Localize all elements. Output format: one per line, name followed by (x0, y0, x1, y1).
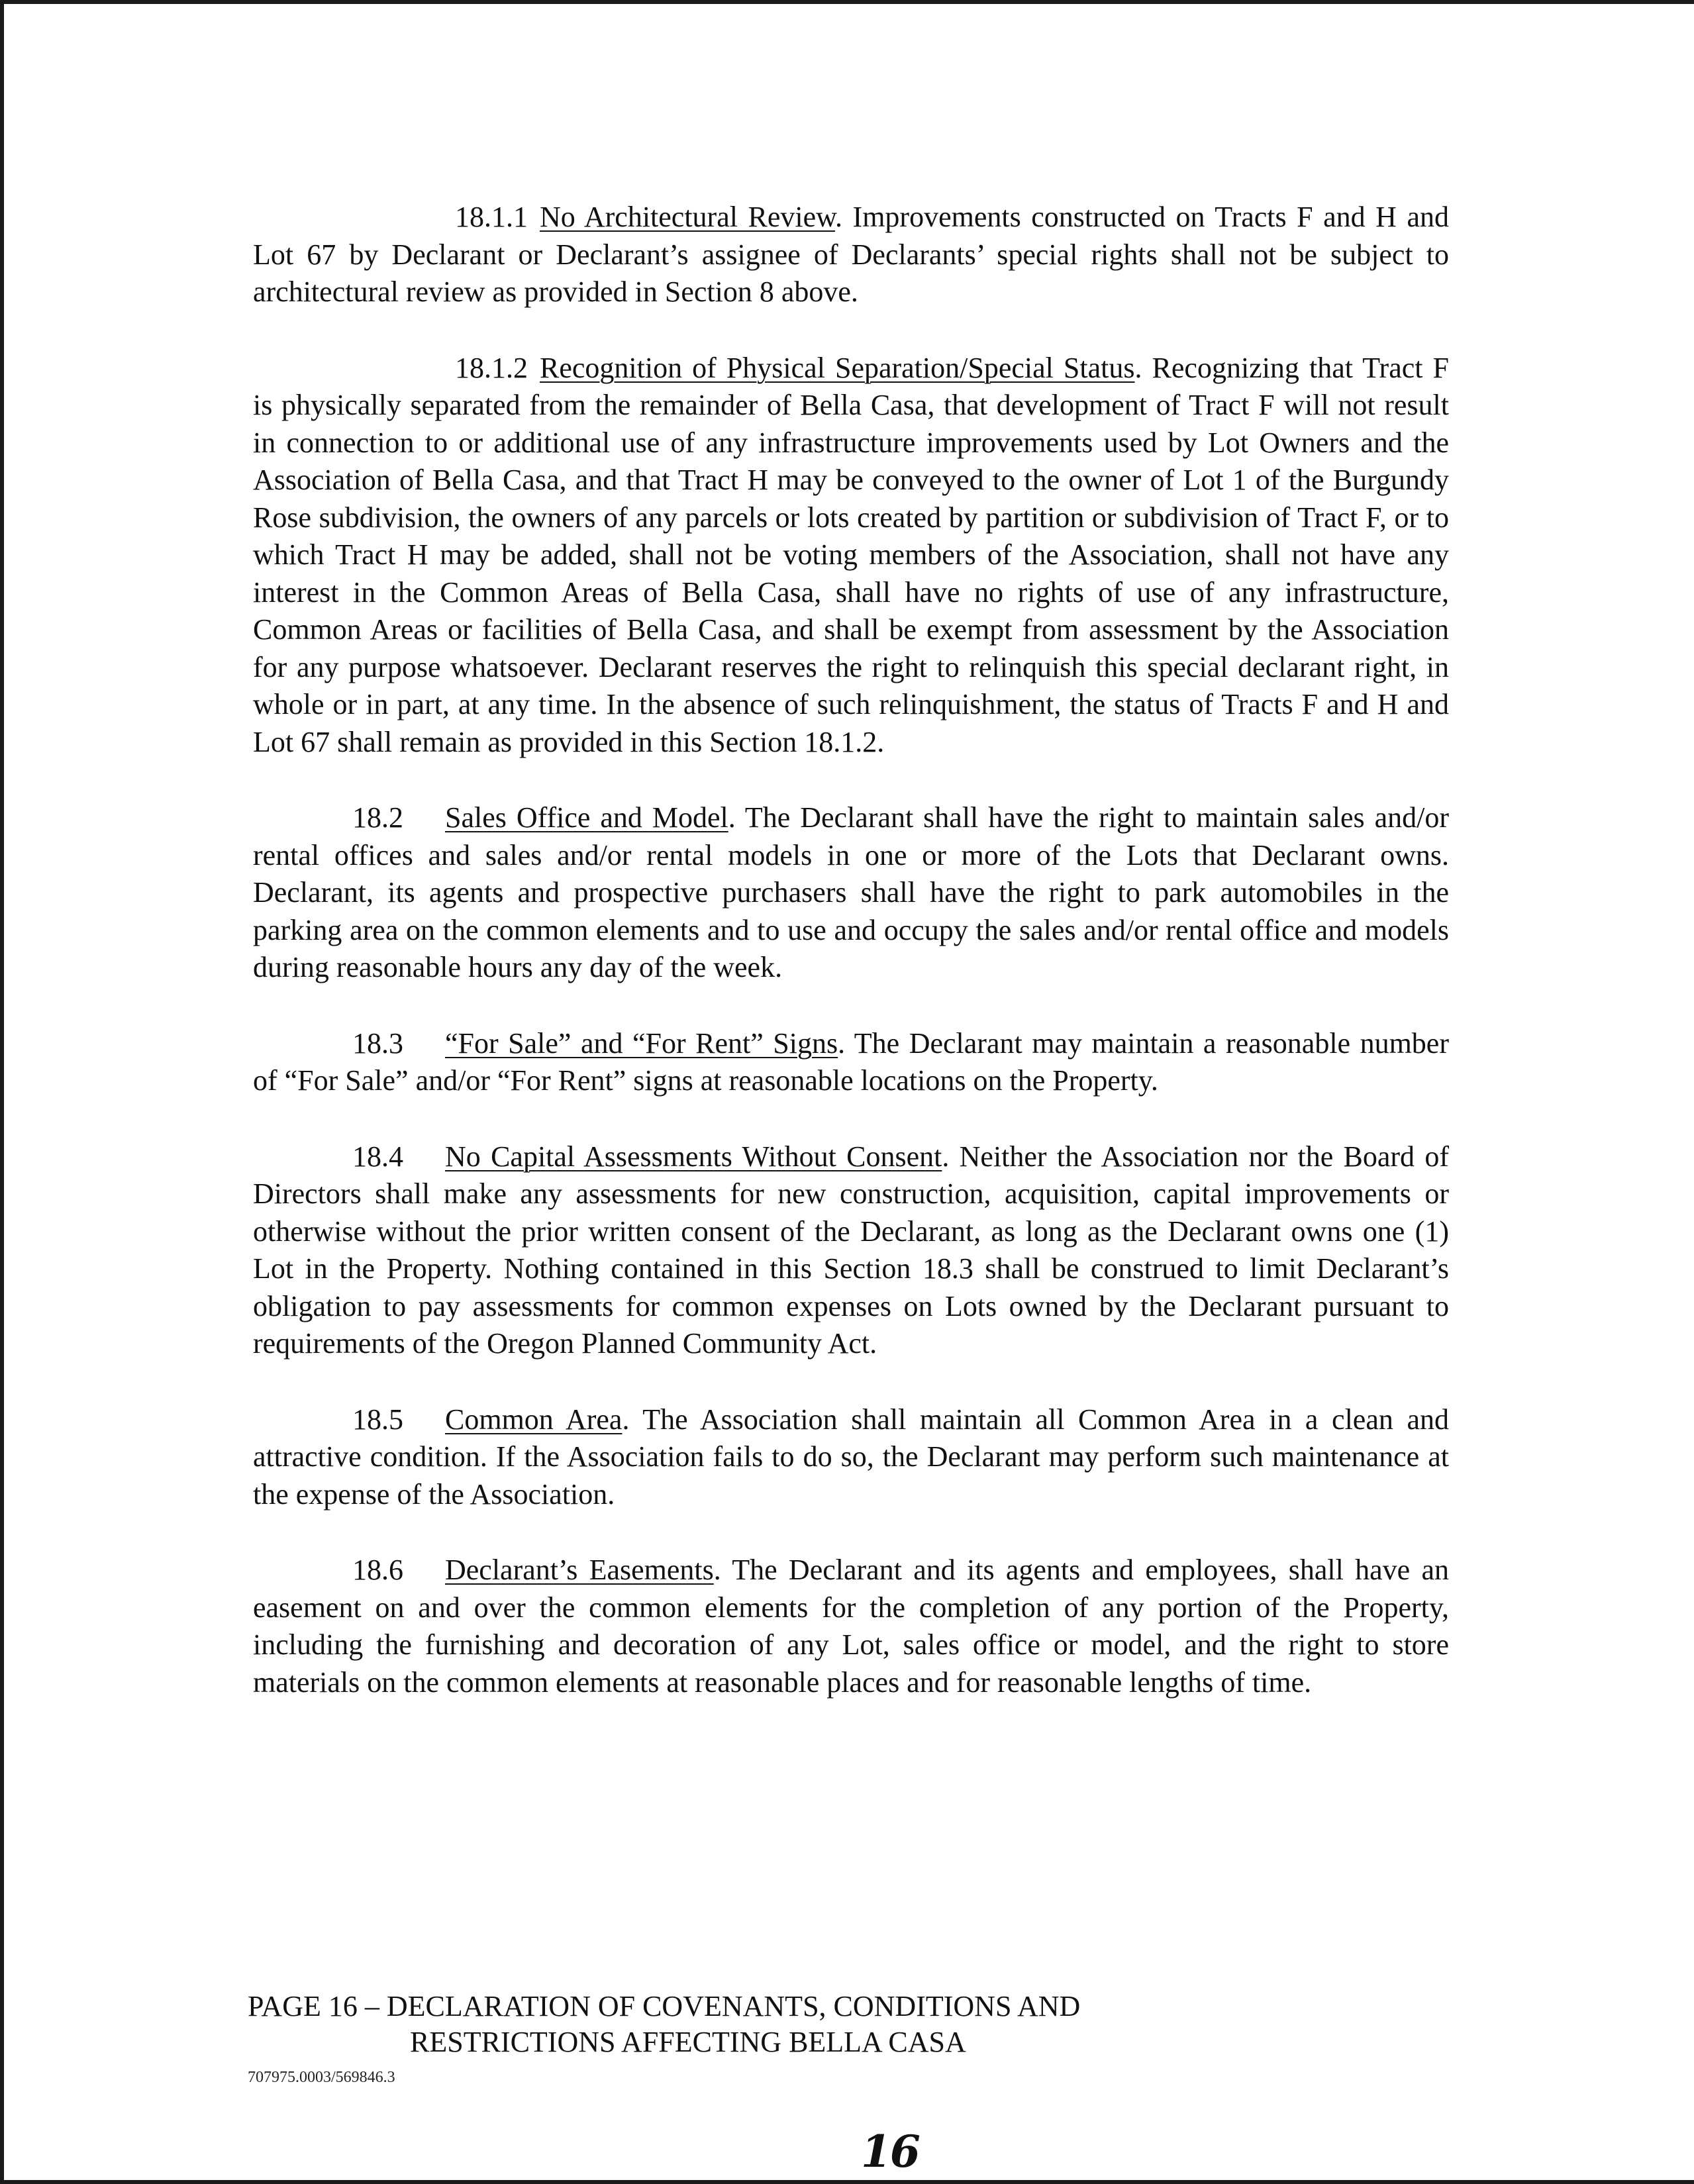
section-body: . The Declarant may maintain a reasonable number of “For Sale” and/or “For Rent” signs at reasonable locations on the Property. (253, 1026, 1449, 1097)
section-number: 18.1.1 (455, 201, 528, 233)
section-heading: “For Sale” and “For Rent” Signs (445, 1026, 838, 1060)
section-heading: Declarant’s Easements (445, 1554, 714, 1586)
section-number: 18.6 (352, 1554, 403, 1586)
scan-border-left (0, 0, 4, 2184)
section-body: . The Declarant and its agents and employees, shall have an easement on and over the common elements for the completion of any portion of the Property, including the furnishing and decoration of any Lot, sales office or model, and the right to store materials on the common elements at reasonable places and for reasonable lengths of time. (253, 1554, 1449, 1699)
section-body: . Recognizing that Tract F is physically separated from the remainder of Bella Casa, that development of Tract F will not result in connection to or additional use of any infrastructure improvements used by Lot Owners and the Association of Bella Casa, and that Tract H may be conveyed to the owner of Lot 1 of the Burgundy Rose subdivision, the owners of any parcels or lots created by partition or subdivision of Tract F, or to which Tract H may be added, shall not be voting members of the Association, shall not have any interest in the Common Areas of Bella Casa, shall have no rights of use of any infrastructure, Common Areas or facilities of Bella Casa, and shall be exempt from assessment by the Association for any purpose whatsoever. Declarant reserves the right to relinquish this special declarant right, in whole or in part, at any time. In the absence of such relinquishment, the status of Tracts F and H and Lot 67 shall remain as provided in this Section 18.1.2. (253, 351, 1449, 758)
section-number: 18.1.2 (455, 351, 528, 384)
handwritten-page-number: 16 (861, 2126, 919, 2177)
section-body: . Neither the Association nor the Board of Directors shall make any assessments for new construction, acquisition, capital improvements or otherwise without the prior written consent of the Declarant, as long as the Declarant owns one (1) Lot in the Property. Nothing contained in this Section 18.3 shall be construed to limit Declarant’s obligation to pay assessments for common expenses on Lots owned by the Declarant pursuant to requirements of the Oregon Planned Community Act. (253, 1140, 1449, 1360)
section-heading: Sales Office and Model (445, 801, 728, 834)
section-heading: No Architectural Review (540, 201, 836, 233)
section-18-1-2 (253, 350, 1449, 762)
section-18-3 (253, 1025, 1449, 1100)
section-number: 18.3 (352, 1026, 403, 1060)
section-18-5 (253, 1401, 1449, 1514)
document-number: 707975.0003/569846.3 (248, 2069, 395, 2086)
footer-title-line-1: PAGE 16 – DECLARATION OF COVENANTS, CONDITIONS AND (248, 1990, 1081, 2022)
section-18-1-1 (253, 199, 1449, 311)
section-18-4 (253, 1138, 1449, 1363)
section-18-2 (253, 799, 1449, 987)
section-body: . Improvements constructed on Tracts F and H and Lot 67 by Declarant or Declarant’s assignee of Declarants’ special rights shall not be subject to architectural review as provided in Section 8 above. (253, 201, 1450, 308)
scan-border-top (0, 0, 1694, 4)
section-heading: No Capital Assessments Without Consent (445, 1140, 942, 1173)
section-heading: Common Area (445, 1403, 623, 1436)
section-18-6 (253, 1552, 1449, 1701)
section-number: 18.4 (352, 1140, 403, 1173)
section-number: 18.5 (352, 1403, 403, 1436)
section-number: 18.2 (352, 801, 403, 834)
section-body: . The Association shall maintain all Common Area in a clean and attractive condition. If the Association fails to do so, the Declarant may perform such maintenance at the expense of the Association. (253, 1403, 1449, 1511)
section-body: . The Declarant shall have the right to maintain sales and/or rental offices and sales and/or rental models in one or more of the Lots that Declarant owns. Declarant, its agents and prospective purchasers shall have the right to park automobiles in the parking area on the common elements and to use and occupy the sales and/or rental office and models during reasonable hours any day of the week. (253, 801, 1449, 983)
scan-border-bottom (0, 2180, 1694, 2184)
document-body (253, 199, 1449, 1740)
section-heading: Recognition of Physical Separation/Special Status (540, 351, 1135, 384)
footer-title-line-2: RESTRICTIONS AFFECTING BELLA CASA (410, 2026, 966, 2058)
page-footer (248, 1989, 1241, 2060)
